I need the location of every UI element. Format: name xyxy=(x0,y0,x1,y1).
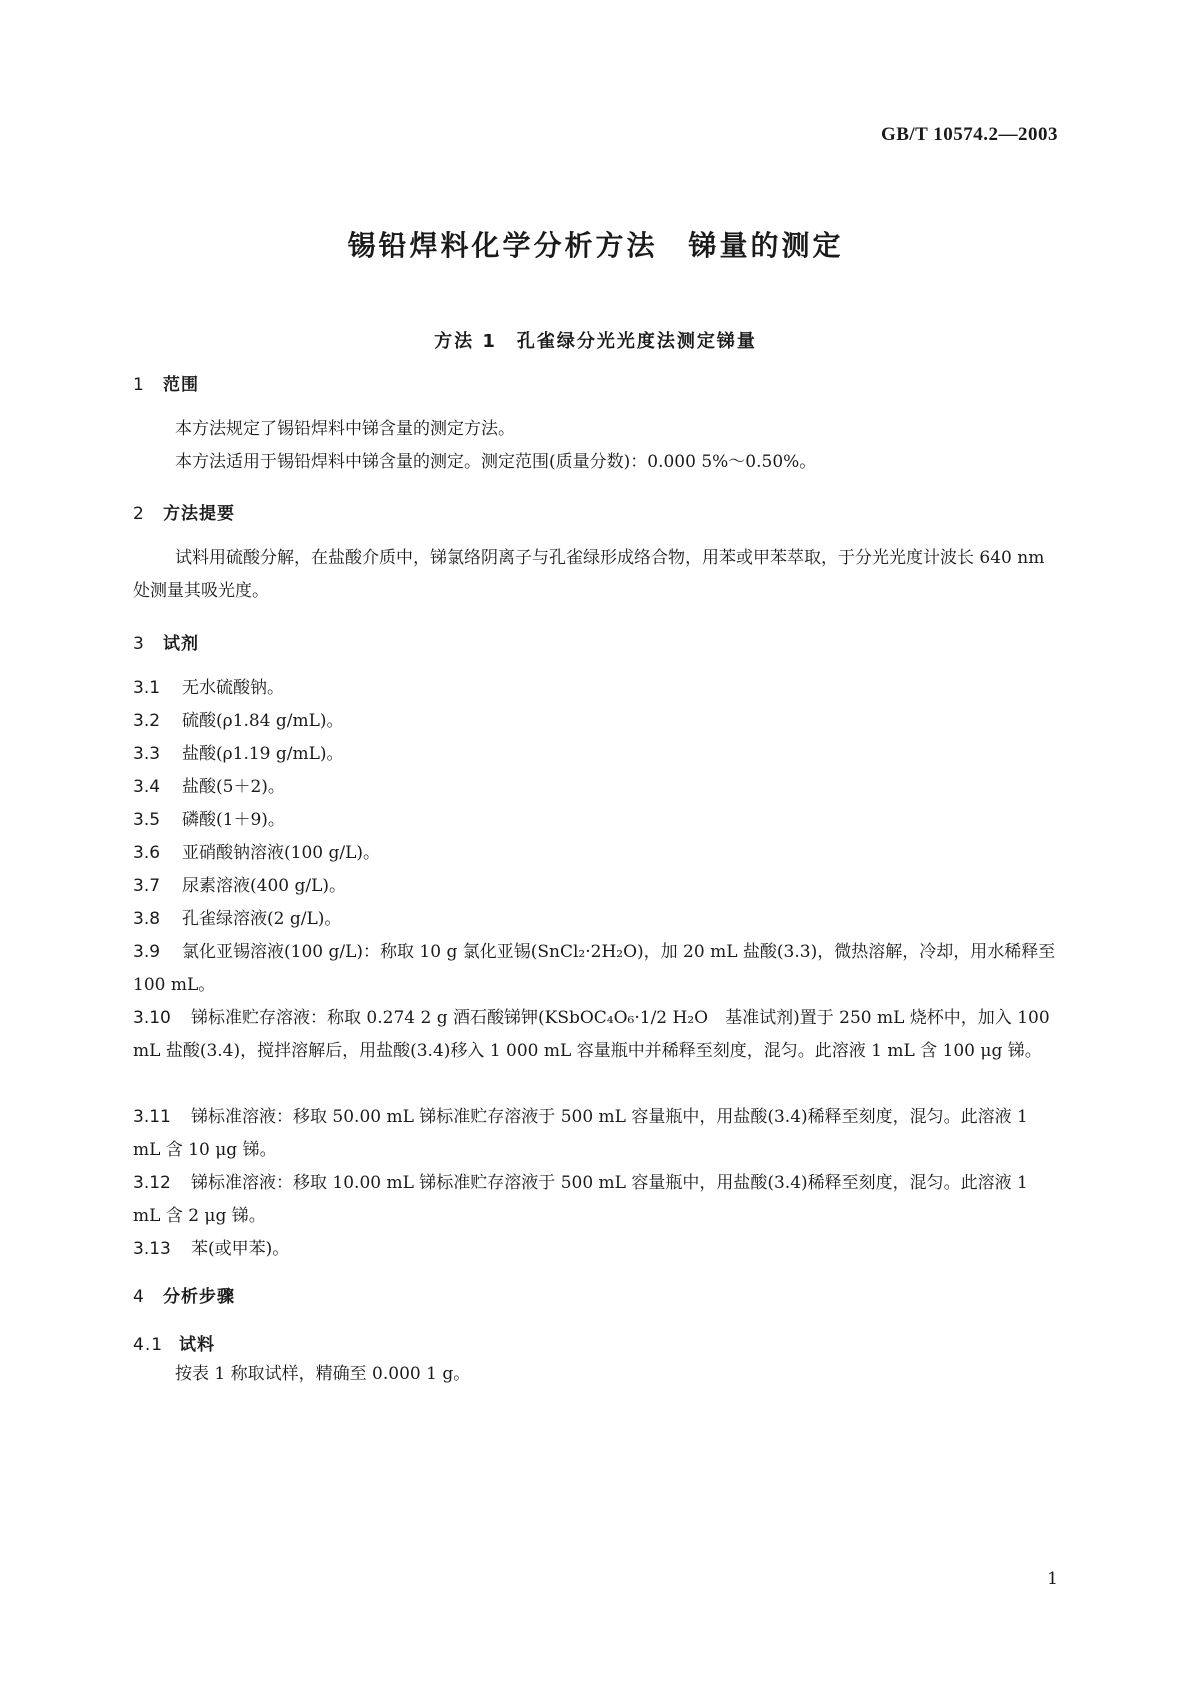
item-text: 磷酸(1＋9)。 xyxy=(182,810,285,830)
item-number: 3.10 xyxy=(133,1008,171,1028)
section-4-heading xyxy=(133,1282,235,1307)
section-2-heading xyxy=(133,499,235,524)
reagent-item xyxy=(133,903,1058,936)
section-title: 范围 xyxy=(163,375,199,395)
item-number: 3.6 xyxy=(133,843,161,863)
standard-code: GB/T 10574.2—2003 xyxy=(880,124,1058,145)
reagent-item xyxy=(133,1101,1058,1167)
section-1-heading xyxy=(133,370,199,395)
section-number: 3 xyxy=(133,634,145,654)
reagent-item xyxy=(133,672,1058,705)
page-number: 1 xyxy=(1047,1569,1058,1589)
reagent-item xyxy=(133,936,1058,1002)
section-3-heading xyxy=(133,629,199,654)
section-title: 方法提要 xyxy=(163,504,235,524)
section-number: 4 xyxy=(133,1287,145,1307)
reagent-item xyxy=(133,837,1058,870)
section-title: 试剂 xyxy=(163,634,199,654)
item-text: 氯化亚锡溶液(100 g/L)：称取 10 g 氯化亚锡(SnCl₂·2H₂O)，加 20 mL 盐酸(3.3)，微热溶解，冷却，用水稀释至 100 mL。 xyxy=(133,942,1056,995)
item-text: 锑标准溶液：移取 50.00 mL 锑标准贮存溶液于 500 mL 容量瓶中，用盐酸(3.4)稀释至刻度，混匀。此溶液 1 mL 含 10 μg 锑。 xyxy=(133,1107,1028,1160)
item-number: 3.7 xyxy=(133,876,161,896)
subsection-4-1-heading xyxy=(133,1330,215,1355)
section-1-paragraph-2: 本方法适用于锡铅焊料中锑含量的测定。测定范围(质量分数)：0.000 5%～0.50%。 xyxy=(175,452,817,472)
reagent-item xyxy=(133,1002,1058,1068)
item-number: 3.13 xyxy=(133,1239,171,1259)
reagent-item xyxy=(133,804,1058,837)
item-number: 3.11 xyxy=(133,1107,171,1127)
subsection-number: 4.1 xyxy=(133,1335,164,1355)
item-text: 无水硫酸钠。 xyxy=(182,678,284,698)
section-1-paragraph-1: 本方法规定了锡铅焊料中锑含量的测定方法。 xyxy=(175,419,515,439)
method-subtitle: 方法 1 孔雀绿分光光度法测定锑量 xyxy=(434,331,757,352)
item-number: 3.2 xyxy=(133,711,161,731)
item-text: 盐酸(ρ1.19 g/mL)。 xyxy=(182,744,344,764)
reagent-item xyxy=(133,870,1058,903)
item-text: 尿素溶液(400 g/L)。 xyxy=(182,876,347,896)
reagent-item xyxy=(133,738,1058,771)
reagent-item xyxy=(133,1233,1058,1266)
subsection-title: 试料 xyxy=(179,1335,215,1355)
item-number: 3.9 xyxy=(133,942,161,962)
item-text: 锑标准贮存溶液：称取 0.274 2 g 酒石酸锑钾(KSbOC₄O₆·1/2 H₂O 基准试剂)置于 250 mL 烧杯中，加入 100 mL 盐酸(3.4)，搅拌溶解后，用盐酸(3.4)移入 1 000 mL 容量瓶中并稀释至刻度，混匀。此溶液 1 mL 含 100 μg 锑。 xyxy=(133,1008,1050,1061)
item-text: 硫酸(ρ1.84 g/mL)。 xyxy=(182,711,344,731)
reagent-item xyxy=(133,705,1058,738)
reagent-item xyxy=(133,771,1058,804)
item-text: 苯(或甲苯)。 xyxy=(191,1239,290,1259)
item-number: 3.8 xyxy=(133,909,161,929)
page-title: 锡铅焊料化学分析方法 锑量的测定 xyxy=(347,229,844,262)
item-text: 锑标准溶液：移取 10.00 mL 锑标准贮存溶液于 500 mL 容量瓶中，用盐酸(3.4)稀释至刻度，混匀。此溶液 1 mL 含 2 μg 锑。 xyxy=(133,1173,1028,1226)
item-number: 3.5 xyxy=(133,810,161,830)
item-text: 孔雀绿溶液(2 g/L)。 xyxy=(182,909,342,929)
section-number: 1 xyxy=(133,375,145,395)
item-number: 3.12 xyxy=(133,1173,171,1193)
section-title: 分析步骤 xyxy=(163,1287,235,1307)
section-number: 2 xyxy=(133,504,145,524)
section-2-paragraph-1: 试料用硫酸分解，在盐酸介质中，锑氯络阴离子与孔雀绿形成络合物，用苯或甲苯萃取，于分光光度计波长 640 nm 处测量其吸光度。 xyxy=(133,548,1045,601)
subsection-4-1-paragraph: 按表 1 称取试样，精确至 0.000 1 g。 xyxy=(175,1364,471,1384)
reagent-item xyxy=(133,1167,1058,1233)
item-text: 盐酸(5＋2)。 xyxy=(182,777,285,797)
item-number: 3.4 xyxy=(133,777,161,797)
item-number: 3.1 xyxy=(133,678,161,698)
item-text: 亚硝酸钠溶液(100 g/L)。 xyxy=(182,843,381,863)
item-number: 3.3 xyxy=(133,744,161,764)
